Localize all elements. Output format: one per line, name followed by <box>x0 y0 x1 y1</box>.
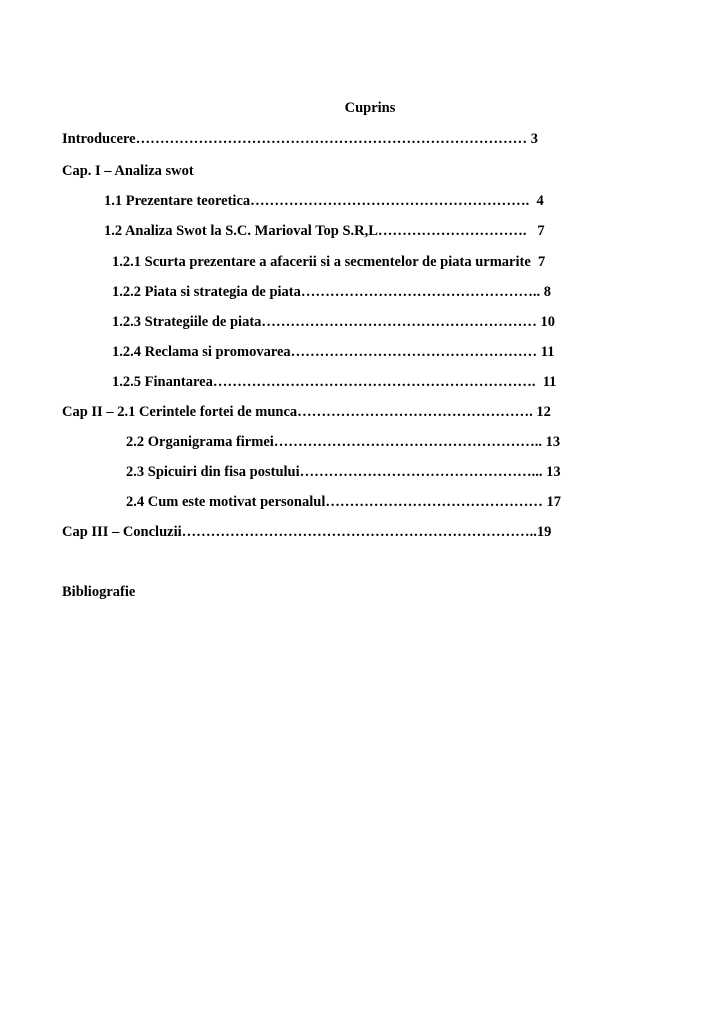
toc-entry-1-2-1: 1.2.1 Scurta prezentare a afacerii si a secmentelor de piata urmarite 7 <box>112 254 546 270</box>
document-title: Cuprins <box>344 100 396 116</box>
toc-entry-2-4: 2.4 Cum este motivat personalul……………………………………… 17 <box>126 494 561 510</box>
toc-entry-2-3: 2.3 Spicuiri din fisa postului…………………………………………... 13 <box>126 464 561 480</box>
toc-entry-cap-1: Cap. I – Analiza swot <box>62 163 194 179</box>
toc-entry-bibliografie: Bibliografie <box>62 584 136 600</box>
toc-entry-1-2-3: 1.2.3 Strategiile de piata………………………………………………… 10 <box>112 314 556 330</box>
toc-entry-introducere: Introducere……………………………………………………………………… 3 <box>62 131 538 147</box>
toc-entry-cap-2: Cap II – 2.1 Cerintele fortei de munca…………………………………………. 12 <box>62 404 551 420</box>
toc-entry-1-2-2: 1.2.2 Piata si strategia de piata………………………………………….. 8 <box>112 284 552 300</box>
toc-entry-1-2-4: 1.2.4 Reclama si promovarea…………………………………………… 11 <box>112 344 555 360</box>
toc-entry-1-2-5: 1.2.5 Finantarea…………………………………………………………. 11 <box>112 374 557 390</box>
toc-entry-2-2: 2.2 Organigrama firmei……………………………………………….. 13 <box>126 434 561 450</box>
toc-entry-1-1: 1.1 Prezentare teoretica…………………………………………………. 4 <box>104 193 544 209</box>
toc-entry-cap-3: Cap III – Concluzii………………………………………………………………..19 <box>62 524 552 540</box>
toc-entry-1-2: 1.2 Analiza Swot la S.C. Marioval Top S.R,L…………………………. 7 <box>104 223 545 239</box>
